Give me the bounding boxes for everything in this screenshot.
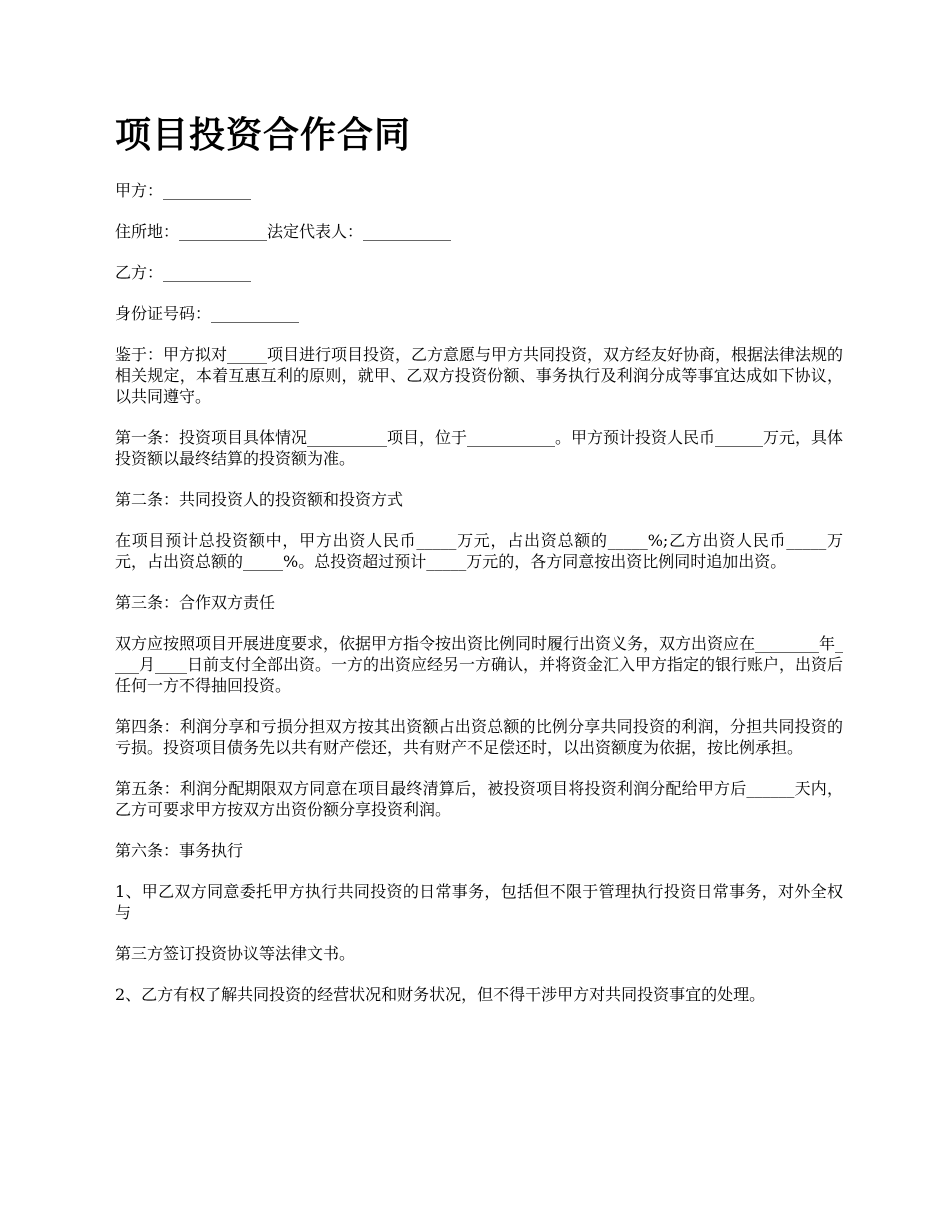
party-a-line: 甲方：___________ [115,181,252,200]
article-3-heading: 第三条：合作双方责任 [115,593,276,612]
article-4: 第四条：利润分享和亏损分担双方按其出资额占出资总额的比例分享共同投资的利润，分担共同投资的亏损。投资项目债务先以共有财产偿还，共有财产不足偿还时，以出资额度为依据，按比例承担。 [115,717,843,757]
article-6-item-1-continued: 第三方签订投资协议等法律文书。 [115,944,356,963]
article-2-body: 在项目预计总投资额中，甲方出资人民币_____万元，占出资总额的_____%;乙方出资人民币_____万元，占出资总额的_____%。总投资超过预计_____万元的，各方同意按出资比例同时追加出资。 [115,531,843,571]
article-6-heading: 第六条：事务执行 [115,841,244,860]
article-6-item-1: 1、甲乙双方同意委托甲方执行共同投资的日常事务，包括但不限于管理执行投资日常事务，对外全权与 [115,882,843,922]
party-b-line: 乙方：___________ [115,263,252,282]
address-representative-line: 住所地：___________法定代表人：___________ [115,222,452,241]
article-3-body: 双方应按照项目开展进度要求，依据甲方指令按出资比例同时履行出资义务，双方出资应在________年____月____日前支付全部出资。一方的出资应经另一方确认，并将资金汇入甲方指定的银行账户，出资后任何一方不得抽回投资。 [115,634,844,695]
contract-title: 项目投资合作合同 [115,115,412,156]
contract-page [115,112,843,1025]
preamble-paragraph: 鉴于：甲方拟对_____项目进行项目投资，乙方意愿与甲方共同投资，双方经友好协商，根据法律法规的相关规定，本着互惠互利的原则，就甲、乙双方投资份额、事务执行及利润分成等事宜达成如下协议，以共同遵守。 [115,345,844,406]
id-number-line: 身份证号码：___________ [115,304,300,323]
article-1: 第一条：投资项目具体情况__________项目，位于___________。甲方预计投资人民币______万元，具体投资额以最终结算的投资额为准。 [115,428,844,468]
article-6-item-2: 2、乙方有权了解共同投资的经营状况和财务状况，但不得干涉甲方对共同投资事宜的处理。 [115,985,766,1004]
article-5: 第五条：利润分配期限双方同意在项目最终清算后，被投资项目将投资利润分配给甲方后______天内，乙方可要求甲方按双方出资份额分享投资利润。 [115,779,843,819]
article-2-heading: 第二条：共同投资人的投资额和投资方式 [115,490,404,509]
